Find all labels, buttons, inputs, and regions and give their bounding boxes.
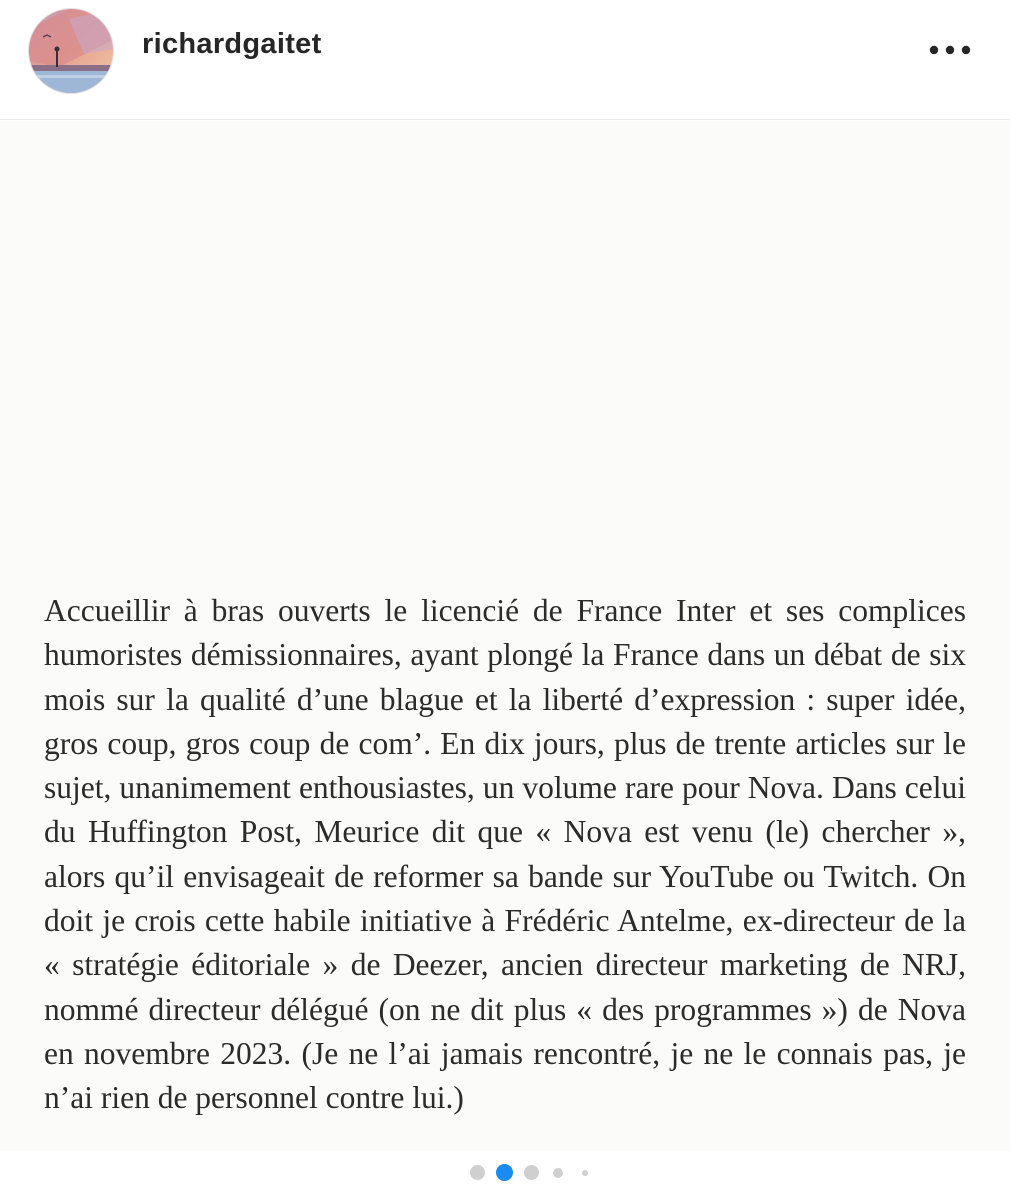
username[interactable]: richardgaitet (142, 28, 322, 60)
post-header (0, 0, 1010, 120)
carousel-dot (470, 1165, 485, 1180)
more-options-button[interactable] (920, 30, 980, 70)
profile-avatar-illustration (29, 9, 114, 94)
post-image[interactable] (0, 121, 1010, 1151)
post-excerpt-text: Accueillir à bras ouverts le licencié de France Inter et ses complices humoristes démissionnaires, ayant plongé la France dans un débat de six mois sur la qualité d’une blague et la liberté d’expression : super idée, gros coup, gros coup de com’. En dix jours, plus de trente articles sur le sujet, unanimement enthousiastes, un volume rare pour Nova. Dans celui du Huffington Post, Meurice dit que « Nova est venu (le) chercher », alors qu’il envisageait de reformer sa bande sur YouTube ou Twitch. On doit je crois cette habile initiative à Frédéric Antelme, ex-directeur de la « stratégie éditoriale » de Deezer, ancien directeur marketing de NRJ, nommé directeur délégué (on ne dit plus « des programmes ») de Nova en novembre 2023. (Je ne l’ai jamais rencontré, je ne le connais pas, je n’ai rien de personnel contre lui.) (44, 593, 966, 1116)
avatar[interactable] (28, 8, 114, 94)
more-options-icon (920, 30, 980, 70)
carousel-dot (553, 1168, 563, 1178)
carousel-dot-active (496, 1164, 513, 1181)
carousel-indicator (460, 1160, 600, 1184)
carousel-dot (524, 1165, 539, 1180)
carousel-dot (582, 1170, 588, 1176)
